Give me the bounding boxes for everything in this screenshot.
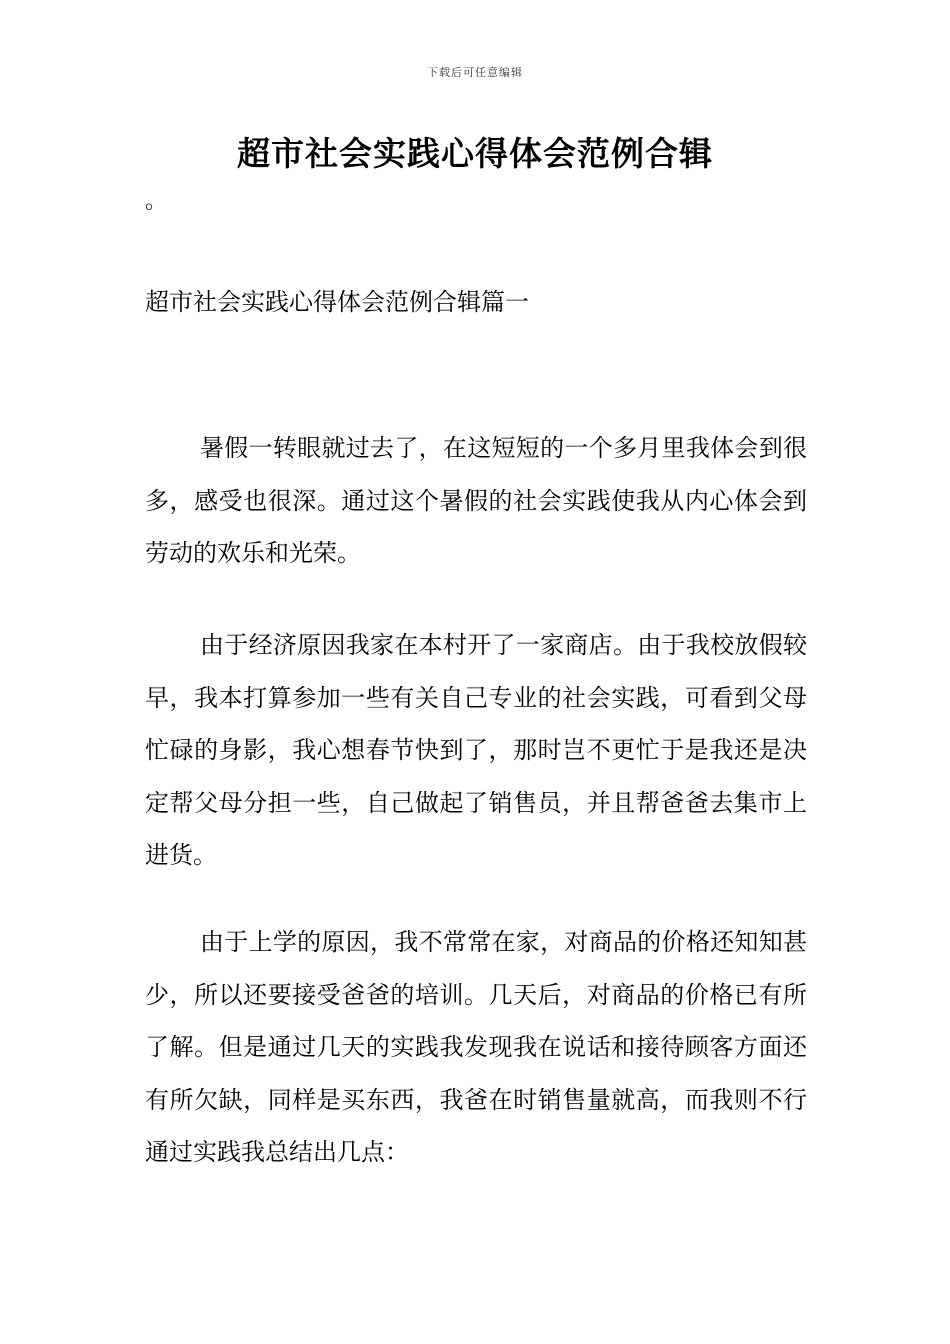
document-title: 超市社会实践心得体会范例合辑: [237, 134, 713, 173]
body-paragraph-3: 由于上学的原因，我不常常在家，对商品的价格还知知甚少，所以还要接受爸爸的培训。几天后，对商品的价格已有所了解。但是通过几天的实践我发现我在说话和接待顾客方面还有所欠缺，同样是买东西，我爸在时销售量就高，而我则不行通过实践我总结出几点：: [145, 928, 807, 1166]
section-heading: 超市社会实践心得体会范例合辑篇一: [145, 288, 529, 316]
body-paragraph-1: 暑假一转眼就过去了，在这短短的一个多月里我体会到很多，感受也很深。通过这个暑假的社会实践使我从内心体会到劳动的欢乐和光荣。: [145, 434, 807, 567]
punctuation-mark: 。: [145, 189, 168, 214]
body-paragraph-2: 由于经济原因我家在本村开了一家商店。由于我校放假较早，我本打算参加一些有关自己专业的社会实践，可看到父母忙碌的身影，我心想春节快到了，那时岂不更忙于是我还是决定帮父母分担一些，自己做起了销售员，并且帮爸爸去集市上进货。: [145, 631, 807, 869]
page-header-note: 下载后可任意编辑: [427, 66, 523, 79]
